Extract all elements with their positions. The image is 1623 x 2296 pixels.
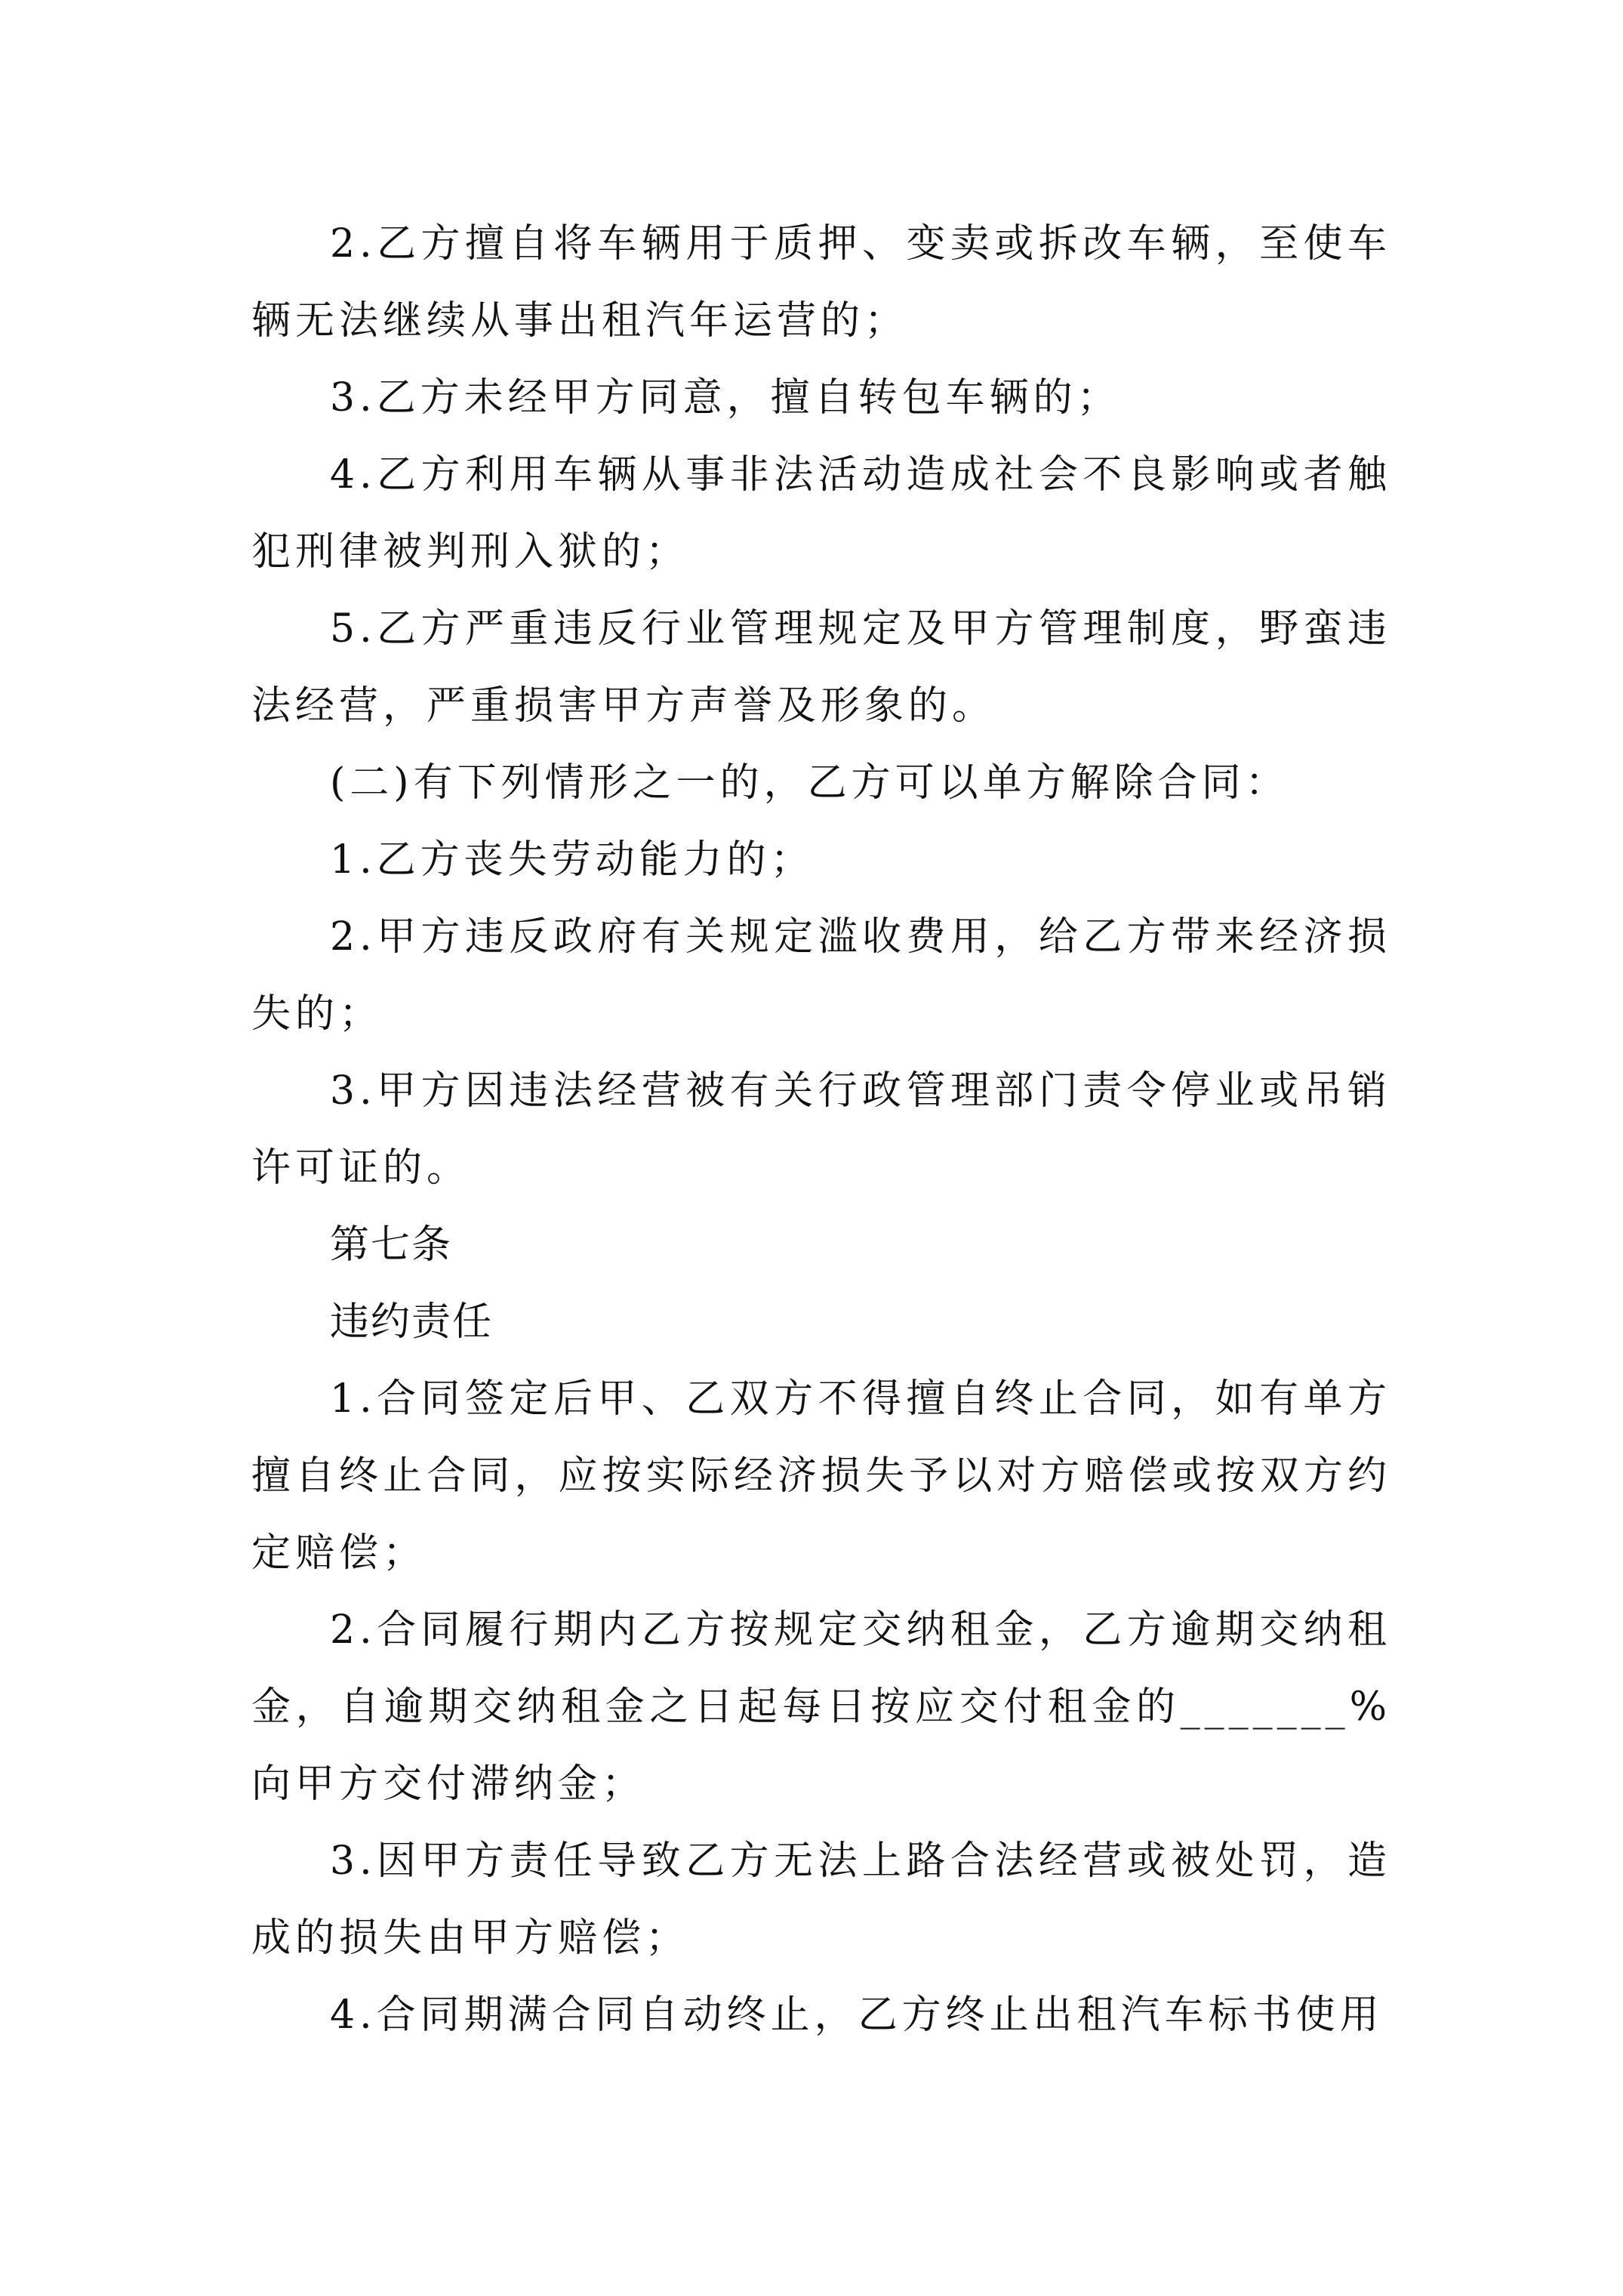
article-title: 违约责任	[330, 1299, 494, 1345]
clause-paragraph: 3.因甲方责任导致乙方无法上路合法经营或被处罚，造成的损失由甲方赔偿；	[251, 1838, 1391, 1961]
clause-paragraph: 4.合同期满合同自动终止，乙方终止出租汽车标书使用	[330, 1992, 1384, 2038]
clause-paragraph: 2.合同履行期内乙方按规定交纳租金，乙方逾期交纳租金，自逾期交纳租金之日起每日按应交付租金的_______%向甲方交付滞纳金；	[251, 1607, 1391, 1807]
clause-paragraph: 1.合同签定后甲、乙双方不得擅自终止合同，如有单方擅自终止合同，应按实际经济损失予以对方赔偿或按双方约定赔偿；	[251, 1376, 1391, 1576]
clause-paragraph: 4.乙方利用车辆从事非法活动造成社会不良影响或者触犯刑律被判刑入狱的；	[251, 452, 1391, 575]
section-intro: (二)有下列情形之一的，乙方可以单方解除合同：	[330, 760, 1289, 806]
clause-paragraph: 5.乙方严重违反行业管理规定及甲方管理制度，野蛮违法经营，严重损害甲方声誉及形象的。	[251, 606, 1391, 729]
contract-body	[251, 205, 1391, 2054]
article-number: 第七条	[330, 1222, 453, 1268]
clause-paragraph: 2.甲方违反政府有关规定滥收费用，给乙方带来经济损失的；	[251, 914, 1391, 1037]
clause-paragraph: 2.乙方擅自将车辆用于质押、变卖或拆改车辆，至使车辆无法继续从事出租汽年运营的；	[251, 221, 1391, 344]
clause-paragraph: 3.甲方因违法经营被有关行政管理部门责令停业或吊销许可证的。	[251, 1068, 1391, 1191]
clause-paragraph: 3.乙方未经甲方同意，擅自转包车辆的；	[330, 375, 1121, 421]
clause-paragraph: 1.乙方丧失劳动能力的；	[330, 837, 815, 883]
